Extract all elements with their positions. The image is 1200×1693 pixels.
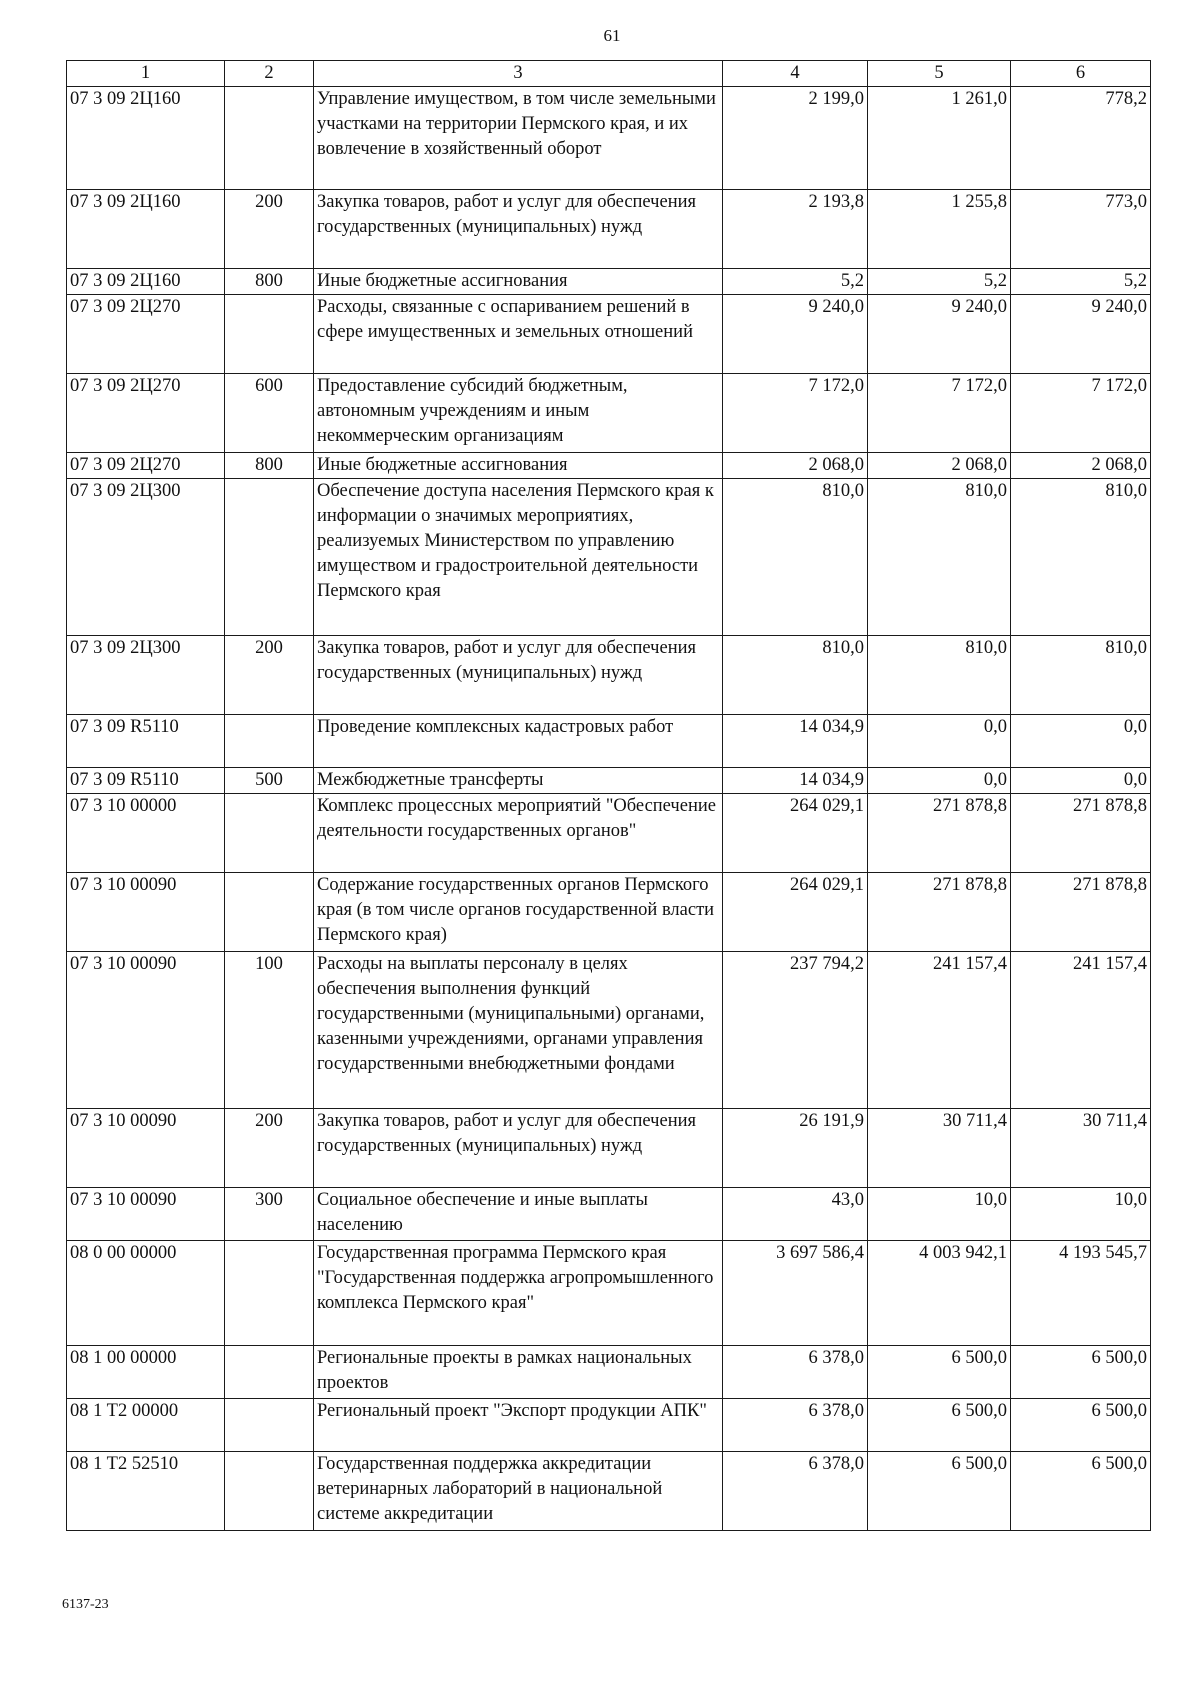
code-cell: 08 0 00 00000 bbox=[67, 1241, 225, 1346]
table-row bbox=[67, 1346, 1151, 1399]
value-cell: 3 697 586,4 bbox=[723, 1241, 868, 1346]
value-cell: 6 500,0 bbox=[1011, 1452, 1151, 1531]
value-cell: 810,0 bbox=[723, 636, 868, 715]
value-cell: 1 261,0 bbox=[868, 87, 1011, 190]
value-cell: 241 157,4 bbox=[868, 952, 1011, 1109]
type-cell bbox=[225, 87, 314, 190]
type-cell: 500 bbox=[225, 768, 314, 794]
type-cell: 100 bbox=[225, 952, 314, 1109]
value-cell: 14 034,9 bbox=[723, 768, 868, 794]
value-cell: 810,0 bbox=[1011, 636, 1151, 715]
type-cell: 200 bbox=[225, 190, 314, 269]
value-cell: 2 193,8 bbox=[723, 190, 868, 269]
description-cell: Содержание государственных органов Пермского края (в том числе органов государственной власти Пермского края) bbox=[314, 873, 723, 952]
table-row bbox=[67, 873, 1151, 952]
table-header-row bbox=[67, 61, 1151, 87]
column-header: 1 bbox=[67, 61, 225, 87]
code-cell: 07 3 10 00000 bbox=[67, 794, 225, 873]
column-header: 3 bbox=[314, 61, 723, 87]
type-cell: 600 bbox=[225, 374, 314, 453]
description-cell: Комплекс процессных мероприятий "Обеспечение деятельности государственных органов" bbox=[314, 794, 723, 873]
code-cell: 07 3 09 2Ц160 bbox=[67, 190, 225, 269]
description-cell: Межбюджетные трансферты bbox=[314, 768, 723, 794]
table-row bbox=[67, 295, 1151, 374]
description-cell: Закупка товаров, работ и услуг для обеспечения государственных (муниципальных) нужд bbox=[314, 190, 723, 269]
type-cell bbox=[225, 1452, 314, 1531]
value-cell: 10,0 bbox=[1011, 1188, 1151, 1241]
value-cell: 30 711,4 bbox=[868, 1109, 1011, 1188]
code-cell: 07 3 09 2Ц270 bbox=[67, 374, 225, 453]
description-cell: Расходы, связанные с оспариванием решений в сфере имущественных и земельных отношений bbox=[314, 295, 723, 374]
column-header: 4 bbox=[723, 61, 868, 87]
code-cell: 08 1 00 00000 bbox=[67, 1346, 225, 1399]
type-cell bbox=[225, 794, 314, 873]
value-cell: 810,0 bbox=[1011, 479, 1151, 636]
code-cell: 07 3 09 2Ц270 bbox=[67, 453, 225, 479]
code-cell: 08 1 T2 52510 bbox=[67, 1452, 225, 1531]
code-cell: 07 3 09 2Ц300 bbox=[67, 479, 225, 636]
value-cell: 6 500,0 bbox=[868, 1346, 1011, 1399]
value-cell: 810,0 bbox=[723, 479, 868, 636]
value-cell: 43,0 bbox=[723, 1188, 868, 1241]
code-cell: 07 3 09 R5110 bbox=[67, 768, 225, 794]
value-cell: 7 172,0 bbox=[1011, 374, 1151, 453]
code-cell: 07 3 09 2Ц160 bbox=[67, 87, 225, 190]
document-code: 6137-23 bbox=[62, 1597, 109, 1612]
value-cell: 5,2 bbox=[1011, 269, 1151, 295]
table-row bbox=[67, 952, 1151, 1109]
type-cell bbox=[225, 479, 314, 636]
table-row bbox=[67, 1452, 1151, 1531]
description-cell: Иные бюджетные ассигнования bbox=[314, 453, 723, 479]
value-cell: 6 378,0 bbox=[723, 1399, 868, 1452]
table-row bbox=[67, 269, 1151, 295]
code-cell: 07 3 10 00090 bbox=[67, 1188, 225, 1241]
value-cell: 6 378,0 bbox=[723, 1346, 868, 1399]
budget-table bbox=[66, 60, 1151, 1531]
page-number: 61 bbox=[603, 26, 621, 45]
value-cell: 6 500,0 bbox=[1011, 1346, 1151, 1399]
value-cell: 271 878,8 bbox=[868, 794, 1011, 873]
value-cell: 0,0 bbox=[1011, 768, 1151, 794]
value-cell: 5,2 bbox=[868, 269, 1011, 295]
type-cell bbox=[225, 873, 314, 952]
type-cell bbox=[225, 715, 314, 768]
value-cell: 2 068,0 bbox=[1011, 453, 1151, 479]
value-cell: 0,0 bbox=[868, 768, 1011, 794]
type-cell bbox=[225, 1399, 314, 1452]
description-cell: Закупка товаров, работ и услуг для обеспечения государственных (муниципальных) нужд bbox=[314, 636, 723, 715]
value-cell: 30 711,4 bbox=[1011, 1109, 1151, 1188]
column-header: 6 bbox=[1011, 61, 1151, 87]
table-row bbox=[67, 1241, 1151, 1346]
code-cell: 07 3 10 00090 bbox=[67, 952, 225, 1109]
description-cell: Расходы на выплаты персоналу в целях обеспечения выполнения функций государственными (муниципальными) органами, казенными учреждениями, органами управления государственными внебюджетными фондами bbox=[314, 952, 723, 1109]
value-cell: 10,0 bbox=[868, 1188, 1011, 1241]
value-cell: 241 157,4 bbox=[1011, 952, 1151, 1109]
value-cell: 6 500,0 bbox=[868, 1399, 1011, 1452]
value-cell: 4 003 942,1 bbox=[868, 1241, 1011, 1346]
code-cell: 07 3 09 R5110 bbox=[67, 715, 225, 768]
code-cell: 07 3 10 00090 bbox=[67, 873, 225, 952]
value-cell: 6 378,0 bbox=[723, 1452, 868, 1531]
type-cell: 800 bbox=[225, 453, 314, 479]
table-row bbox=[67, 453, 1151, 479]
table-row bbox=[67, 715, 1151, 768]
value-cell: 6 500,0 bbox=[1011, 1399, 1151, 1452]
description-cell: Обеспечение доступа населения Пермского края к информации о значимых мероприятиях, реализуемых Министерством по управлению имуществом и градостроительной деятельности Пермского края bbox=[314, 479, 723, 636]
code-cell: 08 1 T2 00000 bbox=[67, 1399, 225, 1452]
value-cell: 264 029,1 bbox=[723, 873, 868, 952]
type-cell bbox=[225, 295, 314, 374]
table-row bbox=[67, 1109, 1151, 1188]
value-cell: 778,2 bbox=[1011, 87, 1151, 190]
type-cell: 300 bbox=[225, 1188, 314, 1241]
value-cell: 9 240,0 bbox=[1011, 295, 1151, 374]
table-row bbox=[67, 1399, 1151, 1452]
table-row bbox=[67, 794, 1151, 873]
description-cell: Предоставление субсидий бюджетным, автономным учреждениям и иным некоммерческим организациям bbox=[314, 374, 723, 453]
table-row bbox=[67, 190, 1151, 269]
code-cell: 07 3 09 2Ц270 bbox=[67, 295, 225, 374]
description-cell: Государственная поддержка аккредитации ветеринарных лабораторий в национальной системе аккредитации bbox=[314, 1452, 723, 1531]
value-cell: 810,0 bbox=[868, 636, 1011, 715]
code-cell: 07 3 10 00090 bbox=[67, 1109, 225, 1188]
value-cell: 237 794,2 bbox=[723, 952, 868, 1109]
value-cell: 9 240,0 bbox=[723, 295, 868, 374]
description-cell: Закупка товаров, работ и услуг для обеспечения государственных (муниципальных) нужд bbox=[314, 1109, 723, 1188]
description-cell: Региональный проект "Экспорт продукции АПК" bbox=[314, 1399, 723, 1452]
value-cell: 5,2 bbox=[723, 269, 868, 295]
value-cell: 7 172,0 bbox=[723, 374, 868, 453]
type-cell bbox=[225, 1241, 314, 1346]
value-cell: 1 255,8 bbox=[868, 190, 1011, 269]
value-cell: 2 199,0 bbox=[723, 87, 868, 190]
value-cell: 271 878,8 bbox=[868, 873, 1011, 952]
value-cell: 7 172,0 bbox=[868, 374, 1011, 453]
code-cell: 07 3 09 2Ц160 bbox=[67, 269, 225, 295]
table-row bbox=[67, 636, 1151, 715]
value-cell: 264 029,1 bbox=[723, 794, 868, 873]
description-cell: Иные бюджетные ассигнования bbox=[314, 269, 723, 295]
code-cell: 07 3 09 2Ц300 bbox=[67, 636, 225, 715]
description-cell: Региональные проекты в рамках национальных проектов bbox=[314, 1346, 723, 1399]
type-cell: 200 bbox=[225, 1109, 314, 1188]
value-cell: 0,0 bbox=[1011, 715, 1151, 768]
type-cell: 800 bbox=[225, 269, 314, 295]
description-cell: Управление имуществом, в том числе земельными участками на территории Пермского края, и их вовлечение в хозяйственный оборот bbox=[314, 87, 723, 190]
value-cell: 6 500,0 bbox=[868, 1452, 1011, 1531]
table-row bbox=[67, 479, 1151, 636]
value-cell: 271 878,8 bbox=[1011, 873, 1151, 952]
value-cell: 26 191,9 bbox=[723, 1109, 868, 1188]
description-cell: Проведение комплексных кадастровых работ bbox=[314, 715, 723, 768]
description-cell: Государственная программа Пермского края "Государственная поддержка агропромышленного комплекса Пермского края" bbox=[314, 1241, 723, 1346]
value-cell: 810,0 bbox=[868, 479, 1011, 636]
column-header: 2 bbox=[225, 61, 314, 87]
value-cell: 2 068,0 bbox=[868, 453, 1011, 479]
description-cell: Социальное обеспечение и иные выплаты населению bbox=[314, 1188, 723, 1241]
table-row bbox=[67, 374, 1151, 453]
type-cell: 200 bbox=[225, 636, 314, 715]
value-cell: 2 068,0 bbox=[723, 453, 868, 479]
value-cell: 0,0 bbox=[868, 715, 1011, 768]
value-cell: 4 193 545,7 bbox=[1011, 1241, 1151, 1346]
table-row bbox=[67, 768, 1151, 794]
value-cell: 773,0 bbox=[1011, 190, 1151, 269]
value-cell: 14 034,9 bbox=[723, 715, 868, 768]
value-cell: 9 240,0 bbox=[868, 295, 1011, 374]
column-header: 5 bbox=[868, 61, 1011, 87]
table-row bbox=[67, 1188, 1151, 1241]
type-cell bbox=[225, 1346, 314, 1399]
value-cell: 271 878,8 bbox=[1011, 794, 1151, 873]
table-row bbox=[67, 87, 1151, 190]
